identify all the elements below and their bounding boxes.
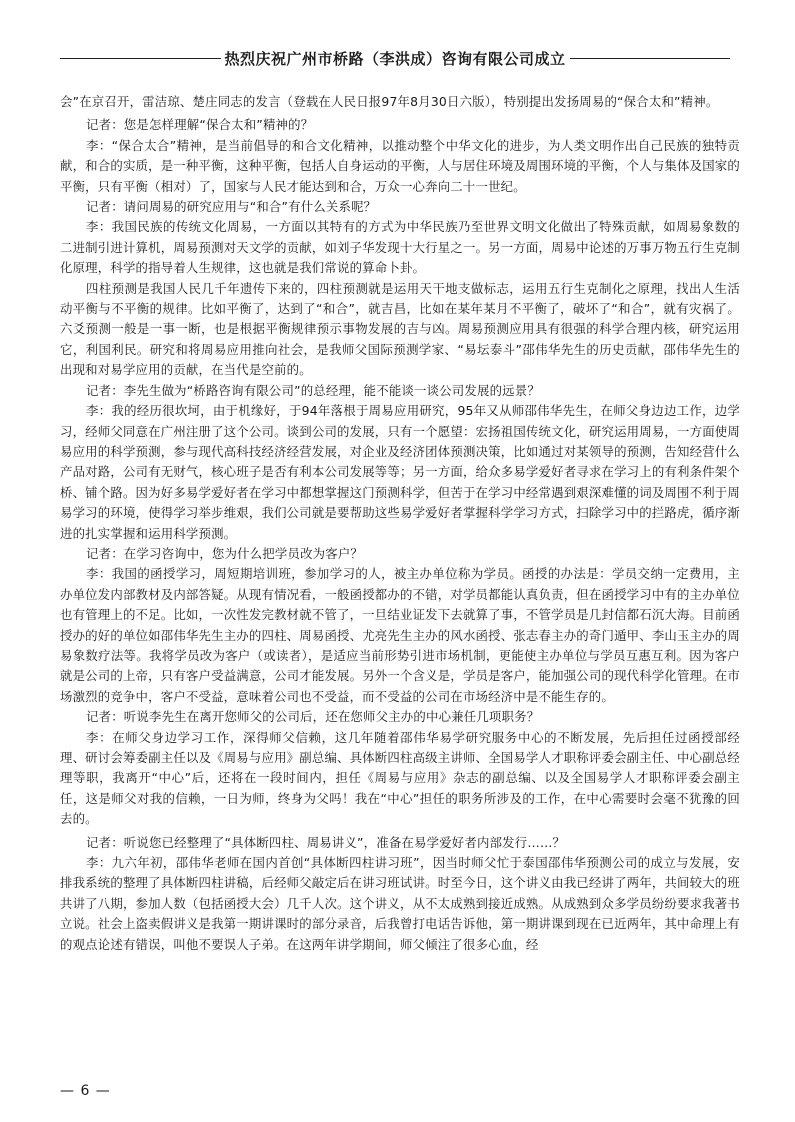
- paragraph: 李：我的经历很坎坷，由于机缘好，于94年落根于周易应用研究，95年又从师邵伟华先生，在师父身边边工作，边学习，经师父同意在广州注册了这个公司。谈到公司的发展，只有一个愿望：宏扬祖国传统文化，研究运用周易，一方面使周易应用的科学预测，参与现代高科技经济经营发展，对企业及经济团体预测决策，比如通过对某领导的预测，告知经营什么产品对路，公司有无财气，核心班子是否有利本公司发展等等；另一方面，给众多易学爱好者寻求在学习上的有利条件架个桥、铺个路。因为好多易学爱好者在学习中都想掌握这门预测科学，但苦于在学习中经常遇到艰深难懂的词及周围不利于周易学习的环境，使得学习举步维艰，我们公司就是要帮助这些易学爱好者掌握科学学习方式，扫除学习中的拦路虎，循序渐进的扎实掌握和运用科学预测。: [60, 403, 740, 541]
- paragraph: 记者：请问周易的研究应用与“和合”有什么关系呢？: [86, 199, 377, 215]
- paragraph: 李：在师父身边学习工作，深得师父信赖，这几年随着邵伟华易学研究服务中心的不断发展，先后担任过函授部经理、研讨会筹委副主任以及《周易与应用》副总编、具体断四柱高级主讲师、全国易学人才职称评委会副主任、中心副总经理等职，我离开“中心”后，还将在一段时间内，担任《周易与应用》杂志的副总编、以及全国易学人才职称评委会副主任，这是师父对我的信赖，一日为师，终身为父吗！我在“中心”担任的职务所涉及的工作，在中心需要时会毫不犹豫的回去的。: [60, 729, 740, 827]
- paragraph: 记者：李先生做为“桥路咨询有限公司”的总经理，能不能谈一谈公司发展的远景？: [86, 382, 540, 398]
- page-header: [60, 44, 730, 72]
- article-body: [60, 92, 740, 955]
- paragraph: 记者：听说您已经整理了“具体断四柱、周易讲义”，准备在易学爱好者内部发行……？: [86, 834, 566, 850]
- paragraph: 记者：您是怎样理解“保合太和”精神的？: [86, 117, 314, 133]
- paragraph: 李：九六年初，邵伟华老师在国内首创“具体断四柱讲习班”，因当时师父忙于泰国邵伟华预测公司的成立与发展，安排我系统的整理了具体断四柱讲稿，后经师父敲定后在讲习班试讲。时至今日，这个讲义由我已经讲了两年，共间较大的班共讲了八期，参加人数（包括函授大会）几千人次。这个讲义，从不太成熟到接近成熟。从成熟到众多学员纷纷要求我著书立说。社会上盗卖假讲义是我第一期讲课时的部分录音，后我曾打电话告诉他，第一期讲课到现在已近两年，其中命理上有的观点论述有错误，叫他不要误人子弟。在这两年讲学期间，师父倾注了很多心血，经: [60, 855, 740, 952]
- paragraph: 会”在京召开，雷洁琼、楚庄同志的发言（登载在人民日报97年8月30日六版），特别提出发扬周易的“保合太和”精神。: [60, 94, 719, 109]
- paragraph: 李：我国民族的传统文化周易，一方面以其特有的方式为中华民族乃至世界文明文化做出了特殊贡献，如周易象数的二进制引进计算机，周易预测对天文学的贡献，如刘子华发现十大行星之一。另一方面，周易中论述的万事万物五行生克制化原理，科学的指导着人生规律，这也就是我们常说的算命卜卦。: [60, 219, 740, 276]
- paragraph: 记者：听说李先生在离开您师父的公司后，还在您师父主办的中心兼任几项职务？: [86, 709, 540, 725]
- paragraph: 李：“保合太合”精神，是当前倡导的和合文化精神，以推动整个中华文化的进步，为人类文明作出自己民族的独特贡献，和合的实质，是一种平衡，这种平衡，包括人自身运动的平衡，人与居住环境及周围环境的平衡，个人与集体及国家的平衡，只有平衡（相对）了，国家与人民才能达到和合，万众一心奔向二十一世纪。: [60, 137, 740, 194]
- paragraph: 四柱预测是我国人民几千年遗传下来的，四柱预测就是运用天干地支做标志，运用五行生克制化之原理，找出人生活动平衡与不平衡的规律。比如平衡了，达到了“和合”，就吉昌，比如在某年某月不平衡了，破坏了“和合”，就有灾祸了。六爻预测一般是一事一断，也是根据平衡规律预示事物发展的吉与凶。周易预测应用具有很强的科学合理内核，研究运用它，利国利民。研究和将周易应用推向社会，是我师父国际预测学家、“易坛泰斗”邵伟华先生的历史贡献，邵伟华先生的出现和对易学应用的贡献，在当代是空前的。: [60, 280, 740, 378]
- header-rule-left: [60, 58, 221, 59]
- page-number: — 6 —: [60, 1083, 111, 1099]
- header-title: 热烈庆祝广州市桥路（李洪成）咨询有限公司成立: [224, 49, 566, 68]
- paragraph: 李：我国的函授学习，周短期培训班，参加学习的人，被主办单位称为学员。函授的办法是：学员交纳一定费用，主办单位发内部教材及内部答疑。从现有情况看，一般函授都办的不错，对学员都能认真负责，但在函授学习中有的主办单位也有管理上的不足。比如，一次性发完教材就不管了，一旦结业证发下去就算了事，不管学员是几封信都石沉大海。目前函授办的好的单位如邵伟华先生主办的四柱、周易函授、尤亮先生主办的风水函授、张志春主办的奇门遁甲、李山玉主办的周易象数疗法等。我将学员改为客户（或读者），是适应当前形势引进市场机制，更能使主办单位与学员互惠互利。因为客户就是公司的上帝，只有客户受益满意，公司才能发展。另外一个含义是，学员是客户，能加强公司的现代科学化管理。在市场激烈的竞争中，客户不受益，意味着公司也不受益，而不受益的公司在市场经济中是不能生存的。: [60, 566, 740, 704]
- paragraph: 记者：在学习咨询中，您为什么把学员改为客户？: [86, 545, 364, 561]
- header-rule-right: [570, 58, 731, 59]
